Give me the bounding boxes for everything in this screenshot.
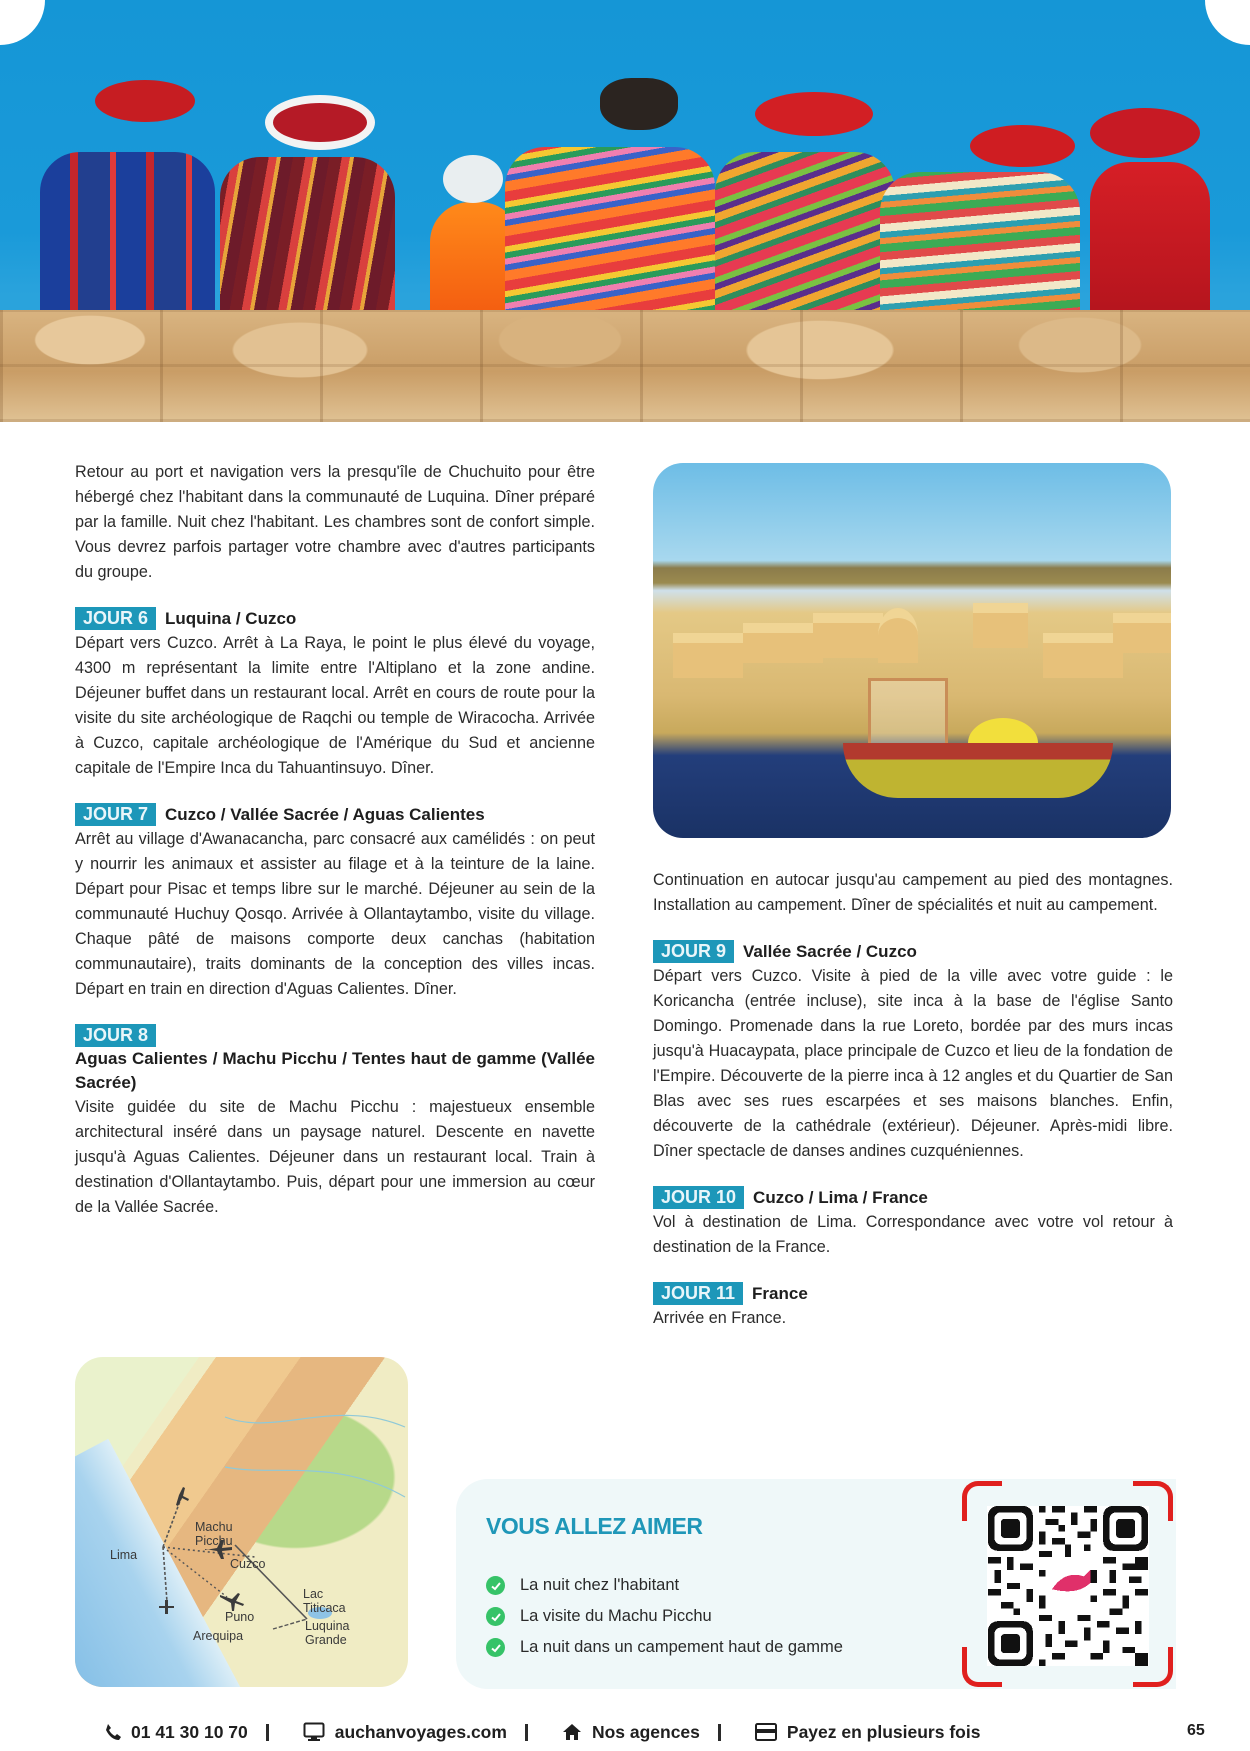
hero-person: [1090, 162, 1210, 322]
monitor-icon: [303, 1722, 325, 1742]
day-6: [75, 607, 595, 781]
separator: [718, 1724, 721, 1741]
home-icon: [562, 1723, 582, 1741]
day-badge: JOUR 6: [75, 607, 156, 630]
highlights-list: [486, 1570, 843, 1663]
day-10: [653, 1186, 1173, 1260]
map-label-machu-picchu: Machu Picchu: [195, 1520, 233, 1548]
day-title: Luquina / Cuzco: [165, 609, 297, 628]
credit-card-icon: [755, 1723, 777, 1741]
map-label-puno: Puno: [225, 1610, 255, 1624]
page-number: 65: [1187, 1722, 1205, 1739]
check-icon: [486, 1638, 505, 1657]
continuation-paragraph: Continuation en autocar jusqu'au campement au pied des montagnes. Installation au campement. Dîner de spécialités et nuit au campement.: [653, 871, 1173, 914]
day-11: [653, 1282, 1173, 1331]
intro-paragraph: Retour au port et navigation vers la presqu'île de Chuchuito pour être hébergé chez l'habitant dans la communauté de Luquina. Dîner préparé par la famille. Nuit chez l'habitant. Les chambres sont de confort simple. Vous devrez parfois partager votre chambre avec d'autres participants du groupe.: [75, 463, 595, 581]
highlight-item: La visite du Machu Picchu: [486, 1601, 843, 1632]
day-badge: JOUR 10: [653, 1186, 744, 1209]
footer-website-link[interactable]: auchanvoyages.com: [303, 1722, 507, 1743]
day-description: Arrivée en France.: [653, 1309, 787, 1327]
day-badge: JOUR 8: [75, 1024, 156, 1047]
day-9: [653, 940, 1173, 1164]
footer-agencies-link[interactable]: Nos agences: [562, 1722, 700, 1743]
hero-person: [220, 157, 395, 322]
itinerary-map: [75, 1357, 408, 1687]
day-title: Aguas Calientes / Machu Picchu / Tentes haut de gamme (Vallée Sacrée): [75, 1049, 595, 1092]
day-title: Cuzco / Lima / France: [753, 1188, 928, 1207]
right-column: [653, 868, 1173, 1353]
qr-code-icon: [987, 1506, 1149, 1666]
stone-wall: [0, 310, 1250, 422]
day-title: France: [752, 1284, 808, 1303]
hero-person: [715, 152, 895, 322]
day-description: Départ vers Cuzco. Arrêt à La Raya, le point le plus élevé du voyage, 4300 m représentant la limite entre l'Altiplano et la zone andine. Déjeuner buffet dans un restaurant local. Arrêt en cours de route pour la visite du site archéologique de Raqchi ou temple de Wiracocha. Arrivée à Cuzco, capitale archéologique de l'Amérique du Sud et ancienne capitale de l'Empire Inca du Tahuantinsuyo. Dîner.: [75, 634, 595, 777]
day-8: [75, 1024, 595, 1220]
map-label-lima: Lima: [110, 1548, 138, 1562]
hero-person: [505, 147, 715, 322]
check-icon: [486, 1607, 505, 1626]
map-label-cuzco: Cuzco: [230, 1557, 266, 1571]
day-description: Vol à destination de Lima. Correspondance avec votre vol retour à destination de la France.: [653, 1213, 1173, 1256]
map-label-luquina-grande: Luquina Grande: [305, 1619, 350, 1647]
day-description: Départ vers Cuzco. Visite à pied de la ville avec votre guide : le Koricancha (entrée incluse), site inca à la base de l'église Santo Domingo. Promenade dans la rue Loreto, bordée par des murs incas jusqu'à Huacaypata, place principale de Cuzco et lieu de la fondation de l'Empire. Découverte de la pierre inca à 12 angles et du Quartier de San Blas avec ses rues escarpées et ses maisons blanches. Enfin, découverte de la cathédrale (extérieur). Déjeuner. Après-midi libre. Dîner spectacle de danses andines cuzquéniennes.: [653, 967, 1173, 1160]
hero-person: [40, 152, 215, 322]
check-icon: [486, 1576, 505, 1595]
day-badge: JOUR 11: [653, 1282, 743, 1305]
map-label-arequipa: Arequipa: [193, 1629, 244, 1643]
qr-code[interactable]: [962, 1481, 1173, 1687]
day-title: Cuzco / Vallée Sacrée / Aguas Calientes: [165, 805, 485, 824]
hero-person: [880, 172, 1080, 322]
left-column: [75, 460, 595, 1242]
plane-icon: [159, 1487, 244, 1614]
hero-image: [0, 0, 1250, 422]
reed-boat: [843, 743, 1113, 798]
boat-cabin: [868, 678, 948, 748]
day-badge: JOUR 7: [75, 803, 156, 826]
highlights-title: VOUS ALLEZ AIMER: [486, 1513, 703, 1539]
footer-phone[interactable]: 01 41 30 10 70: [105, 1722, 248, 1743]
highlight-item: La nuit dans un campement haut de gamme: [486, 1632, 843, 1663]
day-description: Visite guidée du site de Machu Picchu : majestueux ensemble architectural inséré dans un paysage naturel. Descente en navette jusqu'à Aguas Calientes. Déjeuner dans un restaurant local. Train à destination d'Ollantaytambo. Puis, départ pour une immersion au cœur de la Vallée Sacrée.: [75, 1098, 595, 1216]
uros-islands-photo: [653, 463, 1171, 838]
map-label-lac-titicaca: Lac Titicaca: [303, 1587, 346, 1615]
separator: [525, 1724, 528, 1741]
day-7: [75, 803, 595, 1002]
phone-icon: [105, 1723, 121, 1741]
footer: [105, 1717, 980, 1747]
footer-payment-link[interactable]: Payez en plusieurs fois: [755, 1722, 981, 1743]
day-badge: JOUR 9: [653, 940, 734, 963]
highlight-item: La nuit chez l'habitant: [486, 1570, 843, 1601]
separator: [266, 1724, 269, 1741]
day-title: Vallée Sacrée / Cuzco: [743, 942, 917, 961]
day-description: Arrêt au village d'Awanacancha, parc consacré aux camélidés : on peut y nourrir les animaux et assister au filage et à la teinture de la laine. Départ pour Pisac et temps libre sur le marché. Déjeuner au sein de la communauté Huchuy Qosqo. Arrivée à Ollantaytambo, visite du village. Chaque pâté de maisons comporte deux canchas (habitation communautaire), traits dominants de la conception des villes incas. Départ en train en direction d'Aguas Calientes. Dîner.: [75, 830, 595, 998]
